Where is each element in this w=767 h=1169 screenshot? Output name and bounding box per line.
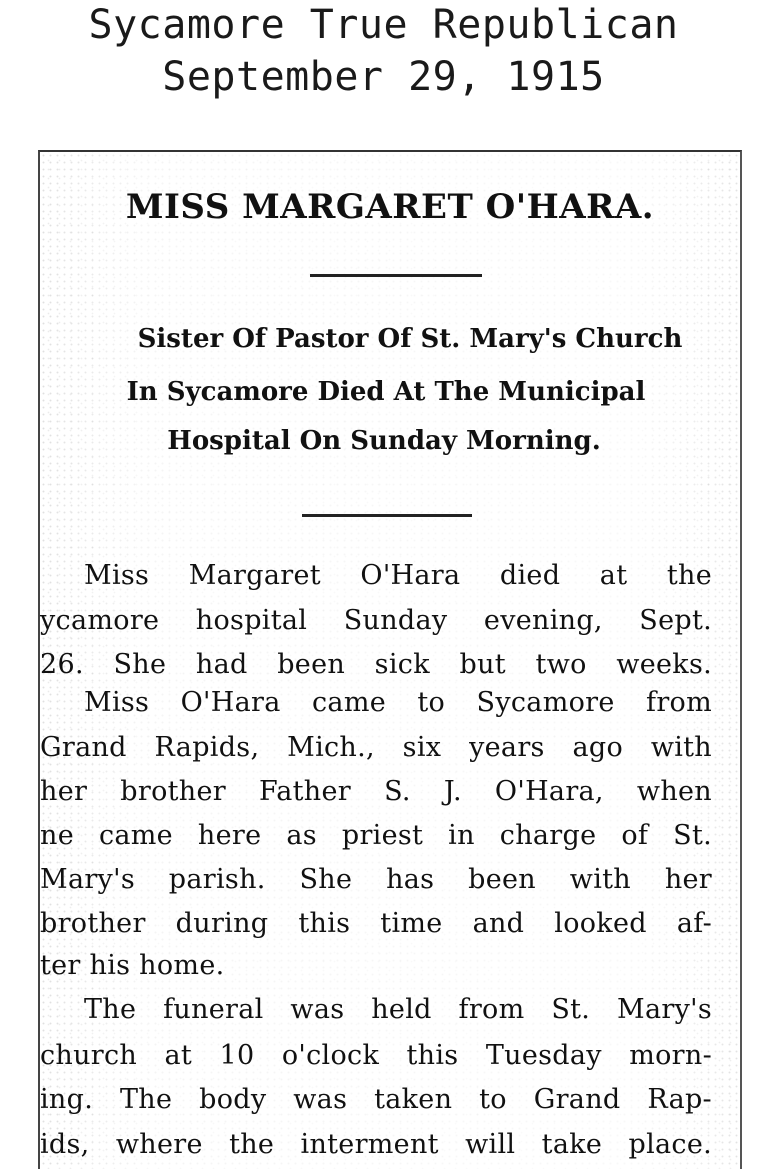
divider-rule bbox=[310, 274, 482, 277]
body-line: Grand Rapids, Mich., six years ago with bbox=[40, 732, 712, 763]
newspaper-clipping bbox=[38, 150, 742, 1169]
subheading-line: In Sycamore Died At The Municipal bbox=[126, 377, 646, 407]
body-line: The funeral was held from St. Mary's bbox=[84, 994, 712, 1025]
subheading-line: Hospital On Sunday Morning. bbox=[167, 426, 601, 456]
body-line: 26. She had been sick but two weeks. bbox=[40, 649, 712, 680]
body-line: her brother Father S. J. O'Hara, when bbox=[40, 776, 712, 807]
newspaper-name: Sycamore True Republican bbox=[88, 2, 679, 48]
body-line: brother during this time and looked af- bbox=[40, 908, 712, 939]
body-line: ter his home. bbox=[40, 950, 225, 981]
body-line: ycamore hospital Sunday evening, Sept. bbox=[40, 605, 712, 636]
body-line: Miss Margaret O'Hara died at the bbox=[84, 560, 712, 591]
publication-date: September 29, 1915 bbox=[162, 54, 605, 100]
body-line: ing. The body was taken to Grand Rap- bbox=[40, 1084, 712, 1115]
divider-rule bbox=[302, 514, 472, 517]
body-line: ne came here as priest in charge of St. bbox=[40, 820, 712, 851]
subheading-line: Sister Of Pastor Of St. Mary's Church bbox=[137, 324, 683, 354]
body-line: Mary's parish. She has been with her bbox=[40, 864, 712, 895]
body-line: church at 10 o'clock this Tuesday morn- bbox=[40, 1040, 712, 1071]
headline: MISS MARGARET O'HARA. bbox=[125, 187, 655, 227]
body-line: Miss O'Hara came to Sycamore from bbox=[84, 687, 712, 718]
body-line: ids, where the interment will take place. bbox=[40, 1129, 712, 1160]
